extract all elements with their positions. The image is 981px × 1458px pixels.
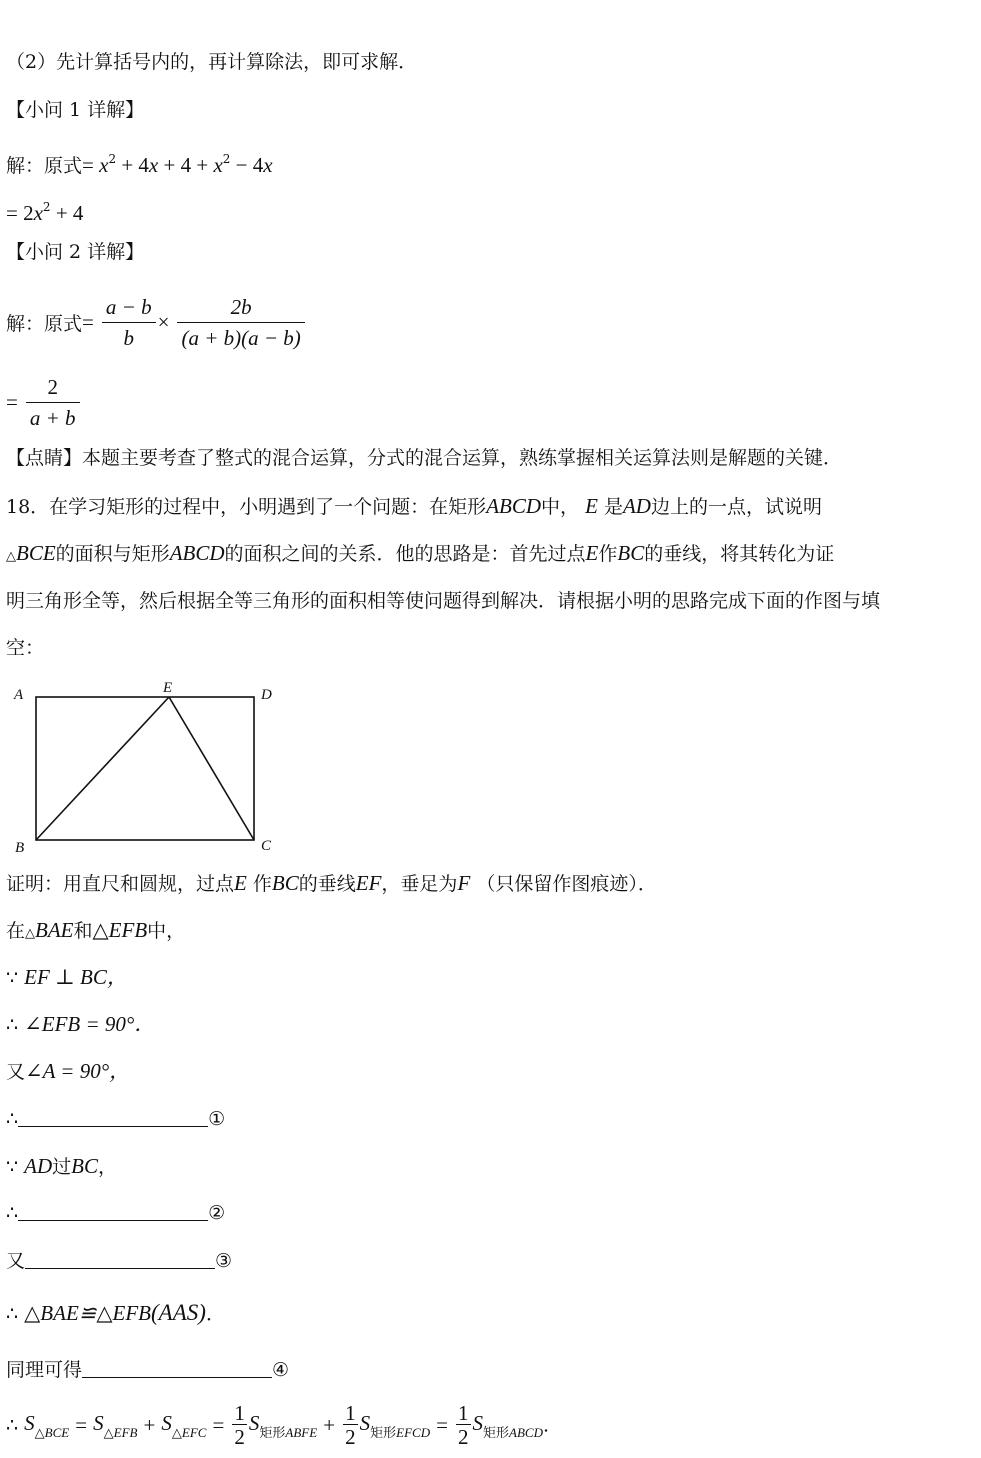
text: 的垂线，将其转化为证	[644, 543, 835, 565]
math-ef: EF	[355, 871, 382, 895]
triangle-symbol: △	[25, 926, 36, 941]
subscript-rect: 矩形	[483, 1424, 510, 1440]
equals-sign: =	[82, 310, 94, 334]
comment-line: 【点睛】本题主要考查了整式的混合运算，分式的混合运算，熟练掌握相关运算法则是解题的关键．	[6, 447, 843, 469]
q1-header: 【小问 1 详解】	[6, 99, 145, 121]
text: 证明：用直尺和圆规，过点	[6, 873, 235, 895]
blank-number: ④	[272, 1359, 290, 1381]
text: ，垂足为	[381, 873, 458, 895]
proof-congruence: ∴ △BAE≌△EFB(AAS)．	[6, 1300, 225, 1325]
eq1-part4: x	[148, 153, 159, 177]
area-s: S	[359, 1410, 371, 1435]
subscript-abcd: ABCD	[509, 1424, 543, 1440]
proof-line5	[6, 1059, 130, 1084]
math-bae: BAE	[35, 918, 74, 942]
area-s: S	[472, 1410, 484, 1435]
q2-header: 【小问 2 详解】	[6, 241, 145, 263]
proof-line6: ∵ AD过BC，	[6, 1154, 118, 1178]
math-angle-efb: ∠EFB = 90°．	[24, 1012, 156, 1036]
answer-blank-2[interactable]	[18, 1202, 208, 1221]
fraction-numerator: 1	[458, 1401, 469, 1425]
eq1-part3: + 4	[116, 153, 149, 177]
eq1-part9: x	[263, 153, 273, 177]
fraction-denominator: (a + b)(a − b)	[181, 326, 301, 350]
text: 是	[603, 496, 623, 518]
math-ad: AD	[622, 494, 651, 518]
fraction-numerator: 1	[345, 1401, 356, 1425]
problem-18-line3: 明三角形全等，然后根据全等三角形的面积相等使问题得到解决．请根据小明的思路完成下面的作图与填	[6, 590, 881, 612]
q1-solution-line2	[6, 195, 83, 226]
text: 的垂线	[298, 873, 356, 895]
eq1-part7: 2	[222, 152, 231, 166]
text: （只保留作图痕迹）．	[476, 873, 657, 895]
eq1-part0: =	[82, 153, 100, 177]
fraction-denominator: 2	[345, 1425, 356, 1449]
text: 过	[52, 1156, 72, 1178]
subscript-rect: 矩形	[370, 1424, 397, 1440]
therefore-symbol: ∴	[6, 1414, 19, 1437]
subscript-abfe: ABFE	[285, 1424, 318, 1440]
problem-18-line4: 空：	[6, 637, 45, 659]
math-bc: BC	[71, 1154, 98, 1178]
rectangle-abcd	[36, 697, 254, 840]
equals-sign: =	[6, 390, 18, 414]
eq1-part8: − 4	[230, 153, 264, 177]
answer-blank-3[interactable]	[25, 1250, 215, 1269]
subscript-bce: △BCE	[34, 1424, 70, 1440]
eq2-part1: x	[33, 201, 43, 225]
rectangle-figure	[10, 674, 285, 859]
eq1-part1: x	[99, 153, 109, 177]
therefore-symbol: ∴	[6, 1303, 19, 1325]
math-congruent: △BAE≌△EFB	[24, 1301, 152, 1325]
fraction-numerator: a − b	[102, 294, 156, 323]
text: 边上的一点，试说明	[650, 496, 822, 518]
proof-line1	[6, 871, 657, 896]
solution-prefix-2: 解：原式	[6, 313, 83, 335]
eq1-part2: 2	[108, 152, 117, 166]
math-abcd: ABCD	[169, 541, 225, 565]
text: 又	[6, 1250, 26, 1272]
eq1-part6: x	[213, 153, 223, 177]
proof-blank-1	[6, 1107, 225, 1131]
answer-blank-1[interactable]	[18, 1108, 208, 1127]
because-symbol: ∵	[6, 1156, 19, 1178]
fraction-a-minus-b-over-b	[102, 294, 156, 351]
math-e: E	[585, 541, 599, 565]
area-s: S	[93, 1410, 104, 1435]
problem-18-line1	[6, 494, 822, 519]
segment-ec	[169, 697, 254, 840]
math-bce: BCE	[16, 541, 56, 565]
text: 中，	[147, 920, 186, 942]
proof-line4	[6, 1012, 155, 1037]
fraction-denominator: b	[123, 326, 134, 350]
fraction-half	[232, 1402, 247, 1449]
subscript-efcd: EFCD	[396, 1424, 431, 1440]
times-sign: ×	[157, 310, 170, 334]
area-s: S	[161, 1410, 172, 1435]
eq2-part3: + 4	[50, 201, 84, 225]
math-angle-a: ∠A = 90°，	[25, 1059, 131, 1083]
therefore-symbol: ∴	[6, 1108, 19, 1130]
math-abcd: ABCD	[486, 494, 542, 518]
text: 和	[73, 920, 93, 942]
subscript-rect: 矩形	[259, 1424, 286, 1440]
math-bc: BC	[617, 541, 645, 565]
fraction-2-over-a-plus-b	[26, 374, 80, 431]
text: 的面积之间的关系．他的思路是：首先过点	[224, 543, 586, 565]
math-f: F	[457, 871, 471, 895]
math-ad: AD	[24, 1154, 53, 1178]
fraction-numerator: 1	[234, 1401, 245, 1425]
text: 同理可得	[6, 1359, 83, 1381]
fraction-denominator: a + b	[29, 406, 76, 430]
problem-18-line2	[6, 541, 834, 569]
fraction-denominator: 2	[458, 1425, 469, 1449]
text: 在	[6, 920, 26, 942]
math-efb: △EFB	[92, 918, 148, 942]
text: 18．在学习矩形的过程中，小明遇到了一个问题：在矩形	[6, 496, 487, 518]
q2-solution-line1	[6, 294, 307, 351]
proof-blank-4	[6, 1358, 289, 1382]
text: 的面积与矩形	[55, 543, 170, 565]
label-b: B	[15, 840, 25, 856]
text: 又	[6, 1061, 26, 1083]
fraction-half	[456, 1402, 471, 1449]
q2-solution-line2	[6, 374, 82, 431]
math-e: E	[585, 494, 598, 518]
subscript-efb: △EFB	[103, 1424, 138, 1440]
proof-blank-2	[6, 1201, 225, 1225]
text: 作	[598, 543, 618, 565]
proof-blank-3	[6, 1249, 232, 1273]
math-e: E	[234, 871, 247, 895]
area-equation: ∴ $S_{\triangle BCE} = S_{\triangle EFB} + S_{\triangle EFC}$ = $\frac{1}{2}$ $S_{矩形ABFE}$ + $\frac{1}{2}$ $S_{矩形EFCD}$ = $\frac{1}{2}$ $S_{矩形ABCD}$.	[6, 1401, 550, 1449]
proof-line2	[6, 918, 185, 946]
fraction-numerator: 2b	[177, 294, 304, 323]
method-note: （2）先计算括号内的，再计算除法，即可求解．	[6, 51, 418, 73]
eq2-part2: 2	[42, 200, 51, 214]
q1-solution-line1	[6, 147, 273, 178]
eq2-part0: = 2	[6, 201, 34, 225]
area-s: S	[24, 1410, 35, 1435]
therefore-symbol: ∴	[6, 1014, 19, 1036]
because-symbol: ∵	[6, 967, 19, 989]
answer-blank-4[interactable]	[82, 1359, 272, 1378]
label-a: A	[14, 687, 24, 703]
fraction-2b-over-product	[177, 294, 304, 351]
blank-number: ②	[208, 1202, 226, 1224]
text: 作	[252, 873, 272, 895]
math-perp: EF ⊥ BC，	[24, 965, 128, 989]
math-aas: (AAS)	[151, 1300, 206, 1325]
triangle-symbol: △	[6, 549, 16, 564]
fraction-denominator: 2	[234, 1425, 245, 1449]
eq1-part5: + 4 +	[158, 153, 214, 177]
text: 中，	[541, 496, 580, 518]
area-s: S	[248, 1410, 260, 1435]
label-e: E	[163, 680, 173, 696]
label-d: D	[261, 687, 272, 703]
fraction-numerator: 2	[26, 374, 80, 403]
blank-number: ①	[208, 1108, 226, 1130]
segment-be	[36, 697, 169, 840]
solution-prefix: 解：原式	[6, 155, 83, 177]
math-bc: BC	[271, 871, 299, 895]
proof-line3	[6, 965, 128, 990]
label-c: C	[261, 838, 272, 854]
therefore-symbol: ∴	[6, 1202, 19, 1224]
fraction-half	[343, 1402, 358, 1449]
blank-number: ③	[215, 1250, 233, 1272]
subscript-efc: △EFC	[171, 1424, 207, 1440]
